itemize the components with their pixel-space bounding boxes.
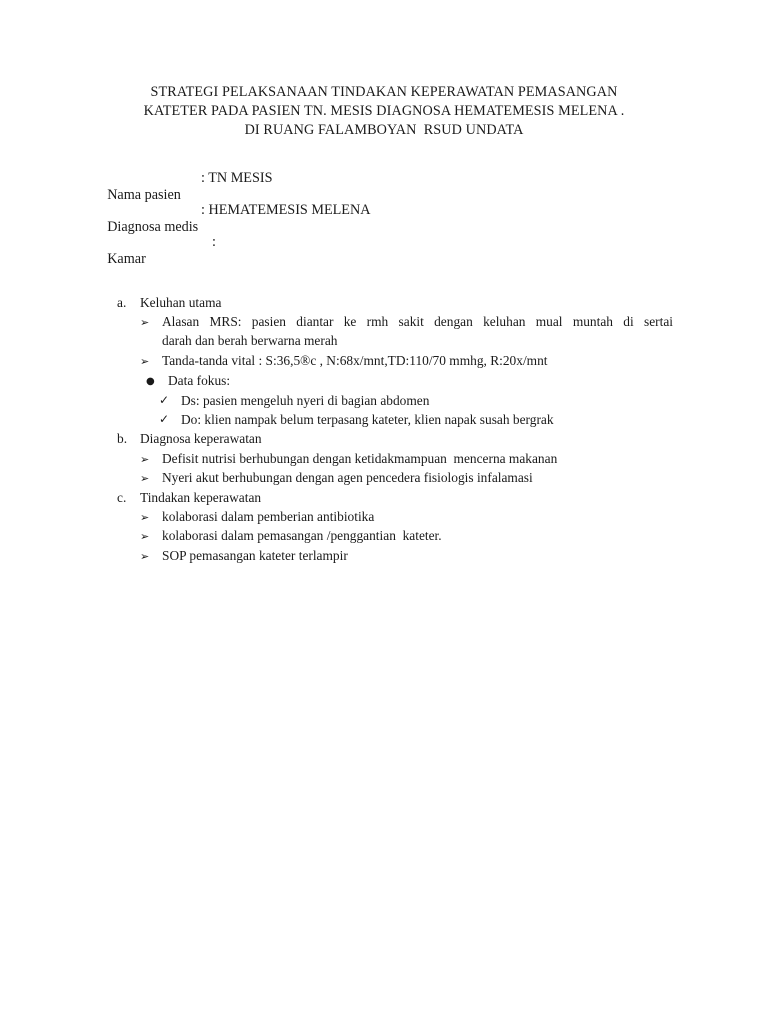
check-bullet-icon: ✓ — [159, 412, 170, 426]
room-value: : — [212, 234, 216, 250]
section-a-item-1-line-1: Alasan MRS: pasien diantar ke rmh sakit dengan keluhan mual muntah di sertai — [162, 314, 673, 329]
section-c-heading: Tindakan keperawatan — [140, 490, 262, 505]
section-c-item-3: SOP pemasangan kateter terlampir — [162, 548, 348, 563]
data-focus-label: Data fokus: — [168, 373, 231, 388]
section-b-heading: Diagnosa keperawatan — [140, 431, 262, 446]
section-a-marker: a. — [117, 295, 127, 310]
title-line-2: KATETER PADA PASIEN TN. MESIS DIAGNOSA HEMATEMESIS MELENA . — [143, 103, 625, 119]
arrow-bullet-icon: ➢ — [140, 550, 150, 563]
arrow-bullet-icon: ➢ — [140, 530, 150, 543]
subjective-data: Ds: pasien mengeluh nyeri di bagian abdomen — [181, 393, 430, 408]
patient-name-label: Nama pasien — [107, 187, 181, 203]
arrow-bullet-icon: ➢ — [140, 316, 150, 329]
document-title — [0, 83, 768, 140]
title-line-1: STRATEGI PELAKSANAAN TINDAKAN KEPERAWATAN PEMASANGAN — [150, 84, 618, 100]
section-a-item-2: Tanda-tanda vital : S:36,5®c , N:68x/mnt,TD:110/70 mmhg, R:20x/mnt — [162, 353, 548, 368]
section-a-heading: Keluhan utama — [140, 295, 222, 310]
arrow-bullet-icon: ➢ — [140, 511, 150, 524]
arrow-bullet-icon: ➢ — [140, 355, 150, 368]
section-b-item-1: Defisit nutrisi berhubungan dengan ketidakmampuan mencerna makanan — [162, 451, 558, 466]
section-c-item-2: kolaborasi dalam pemasangan /penggantian kateter. — [162, 528, 442, 543]
objective-data: Do: klien nampak belum terpasang kateter, klien napak susah bergrak — [181, 412, 554, 427]
section-b-marker: b. — [117, 431, 128, 446]
diagnosis-value: : HEMATEMESIS MELENA — [201, 202, 371, 218]
round-bullet-icon: ● — [146, 376, 155, 387]
section-b-item-2: Nyeri akut berhubungan dengan agen pencedera fisiologis infalamasi — [162, 470, 533, 485]
patient-name-value: : TN MESIS — [201, 170, 273, 186]
arrow-bullet-icon: ➢ — [140, 453, 150, 466]
check-bullet-icon: ✓ — [159, 393, 170, 407]
room-label: Kamar — [107, 251, 146, 267]
diagnosis-label: Diagnosa medis — [107, 219, 199, 235]
room-row — [93, 234, 216, 302]
title-line-3: DI RUANG FALAMBOYAN RSUD UNDATA — [244, 122, 524, 138]
section-c-marker: c. — [117, 490, 127, 505]
section-a-item-1-line-2: darah dan berah berwarna merah — [162, 333, 338, 348]
arrow-bullet-icon: ➢ — [140, 472, 150, 485]
section-c-item-1: kolaborasi dalam pemberian antibiotika — [162, 509, 375, 524]
